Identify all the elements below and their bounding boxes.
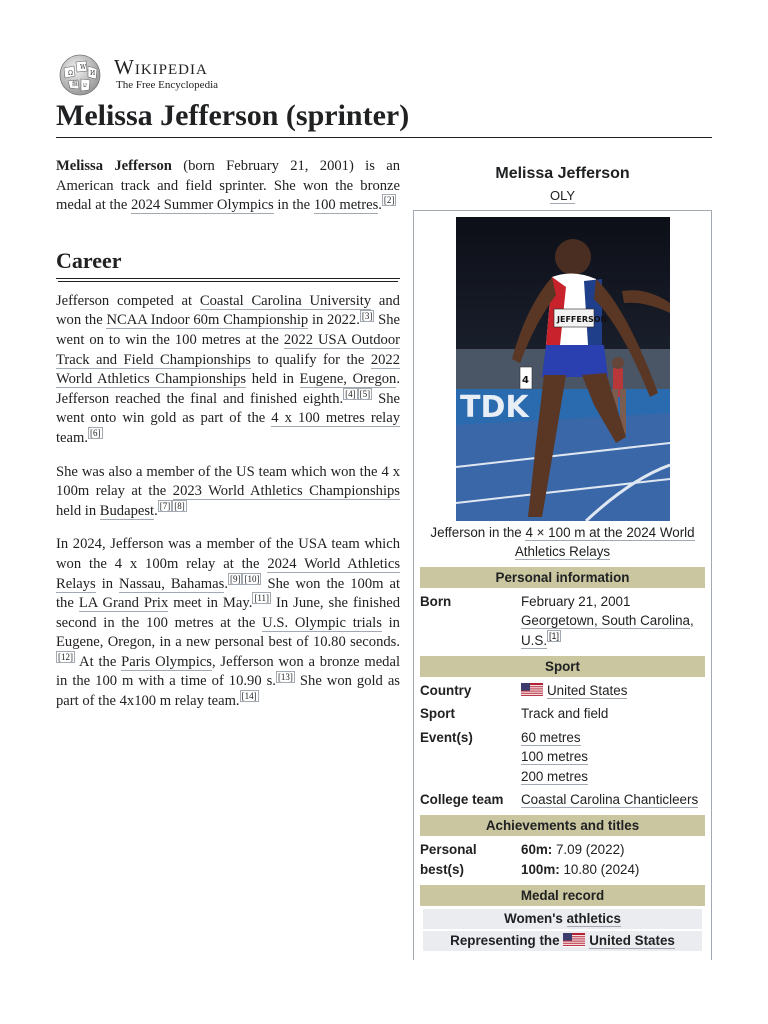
link-200-metres[interactable]: 200 metres xyxy=(521,768,588,784)
wordmark: Wikipedia xyxy=(114,55,208,79)
svg-text:Ω: Ω xyxy=(68,70,73,77)
ref-12[interactable]: [12] xyxy=(58,652,73,663)
link-eugene-oregon[interactable]: Eugene, Oregon xyxy=(299,371,397,388)
ref-14[interactable]: [14] xyxy=(241,691,257,702)
ref-2[interactable]: [2] xyxy=(383,195,395,206)
link-2024-olympics[interactable]: 2024 Summer Olympics xyxy=(130,197,274,214)
career-paragraph-3: In 2024, Jefferson was a member of the USA team which won the 4 x 100m relay at the 2024 World Athletics Relays in Nassau, Bahamas. [9] [10] She won the 100m at the LA Grand Prix meet in May. [11] In June, she finished second in the 100 metres at the U.S. Olympic trials in Eugene, Oregon, in a new personal best of 10.80 seconds.[12] At the Paris Olympics, Jefferson won a bronze medal in the 100 m with a time of 10.90 s. [13] She won gold as part of the 4x100 m relay team. [14] xyxy=(56,536,401,710)
career-paragraph-1: Jefferson competed at Coastal Carolina University and won the NCAA Indoor 60m Championship in 2022. [3] She went on to win the 100 metres at the 2022 USA Outdoor Track and Field Championships to qualify for the 2022 World Athletics Championships held in Eugene, Oregon. Jefferson reached the final and finished eighth. [4] [5] She went onto win gold as part of the 4 x 100 metres relay team. [6] xyxy=(56,292,401,446)
ref-1[interactable]: [1] xyxy=(549,631,560,642)
link-us[interactable]: U.S. xyxy=(521,632,548,648)
svg-text:TDK: TDK xyxy=(459,390,529,425)
ref-3[interactable]: [3] xyxy=(361,310,373,321)
link-la-grand-prix[interactable]: LA Grand Prix xyxy=(78,595,169,612)
row-events: Event(s) 60 metres 100 metres 200 metres xyxy=(420,729,588,784)
ref-5[interactable]: [5] xyxy=(359,388,371,399)
link-paris-olympics[interactable]: Paris Olympics xyxy=(121,653,212,670)
us-flag-icon xyxy=(563,933,585,947)
link-caption-relays[interactable]: 4 × 100 m at the 2024 World Athletics Relays xyxy=(514,525,695,560)
infobox xyxy=(413,162,712,960)
ref-8[interactable]: [8] xyxy=(174,500,185,511)
link-athletics[interactable]: athletics xyxy=(566,911,621,927)
svg-text:W: W xyxy=(80,64,87,71)
link-100-metres-event[interactable]: 100 metres xyxy=(521,749,588,765)
infobox-honorific[interactable]: OLY xyxy=(549,188,576,203)
svg-text:4: 4 xyxy=(521,375,529,386)
born-date: February 21, 2001 xyxy=(521,593,631,609)
page-title: Melissa Jefferson (sprinter) xyxy=(56,96,712,138)
infobox-table xyxy=(413,210,712,960)
link-georgetown[interactable]: Georgetown, South Carolina xyxy=(521,613,690,629)
link-2022-world-championships[interactable]: 2022 World Athletics Championships xyxy=(56,351,401,388)
athlete-photo[interactable] xyxy=(456,217,670,521)
svg-text:И: И xyxy=(90,70,96,77)
svg-text:ש: ש xyxy=(83,82,88,89)
link-representing-us[interactable]: United States xyxy=(589,933,675,949)
row-sport: Sport Track and field xyxy=(420,706,609,722)
link-100-metres[interactable]: 100 metres xyxy=(313,197,379,214)
career-paragraph-2: She was also a member of the US team which won the 4 x 100m relay at the 2023 World Athletics Championships held in Budapest. [7] [8] xyxy=(56,463,400,519)
photo-caption: Jefferson in the 4 × 100 m at the 2024 World Athletics Relays xyxy=(430,525,695,560)
medal-representing: Representing the United States xyxy=(423,931,702,951)
ref-4[interactable]: [4] xyxy=(345,388,356,399)
row-country: Country United States xyxy=(420,683,628,699)
link-nassau-bahamas[interactable]: Nassau, Bahamas xyxy=(119,575,225,592)
link-ncaa-indoor[interactable]: NCAA Indoor 60m Championship xyxy=(106,312,309,329)
wikipedia-logo[interactable] xyxy=(56,54,256,96)
link-united-states[interactable]: United States xyxy=(547,683,628,699)
section-sport: Sport xyxy=(420,656,705,677)
ref-7[interactable]: [7] xyxy=(159,500,171,511)
ref-10[interactable]: [10] xyxy=(244,573,260,584)
link-chanticleers[interactable]: Coastal Carolina Chanticleers xyxy=(521,792,699,808)
subject-name: Melissa Jefferson xyxy=(56,158,172,174)
row-personal-bests: Personal best(s) 60m: 7.09 (2022) 100m: 10.80 (2024) xyxy=(420,842,640,877)
wikipedia-globe-icon xyxy=(56,54,104,96)
section-personal-information: Personal information xyxy=(420,567,705,588)
infobox-name: Melissa Jefferson xyxy=(495,165,630,182)
medal-sport: Women's athletics xyxy=(423,909,702,929)
ref-9[interactable]: [9] xyxy=(229,573,241,584)
link-2023-world-championships[interactable]: 2023 World Athletics Championships xyxy=(172,483,400,500)
lead-paragraph: Melissa Jefferson (born February 21, 2001) is an American track and field sprinter. She won the bronze medal at the 2024 Summer Olympics in the 100 metres. [2] xyxy=(56,158,400,214)
link-2024-world-relays[interactable]: 2024 World Athletics Relays xyxy=(56,555,400,592)
section-achievements: Achievements and titles xyxy=(420,815,705,836)
us-flag-icon xyxy=(521,683,543,697)
section-heading-career: Career xyxy=(56,246,400,279)
link-60-metres[interactable]: 60 metres xyxy=(521,729,581,745)
ref-6[interactable]: [6] xyxy=(90,428,101,439)
link-us-olympic-trials[interactable]: U.S. Olympic trials xyxy=(262,614,382,631)
row-born: Born February 21, 2001 Georgetown, South Carolina, U.S. [1] xyxy=(420,591,705,653)
link-4x100-relay[interactable]: 4 x 100 metres relay xyxy=(271,410,400,427)
link-budapest[interactable]: Budapest xyxy=(99,502,155,519)
tagline: The Free Encyclopedia xyxy=(116,79,219,91)
article-body xyxy=(56,157,400,726)
svg-text:維: 維 xyxy=(72,81,79,88)
svg-text:JEFFERSON: JEFFERSON xyxy=(556,315,607,324)
link-coastal-carolina[interactable]: Coastal Carolina University xyxy=(199,292,372,309)
ref-13[interactable]: [13] xyxy=(277,671,293,682)
ref-11[interactable]: [11] xyxy=(254,593,270,604)
section-medal-record: Medal record xyxy=(420,885,705,906)
link-2022-usa-outdoor[interactable]: 2022 USA Outdoor Track and Field Championships xyxy=(56,331,401,368)
row-college-team: College team Coastal Carolina Chanticleers xyxy=(420,792,699,808)
